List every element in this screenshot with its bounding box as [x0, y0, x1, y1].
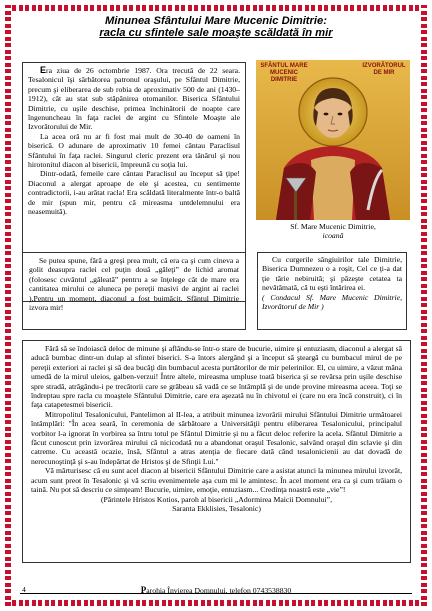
middle-left-paragraph: Se putea spune, fără a greşi prea mult, că era ca şi cum cineva a golit deasupra raclei cel puţin două „găleţi” de lichid aromat (folosesc cuvântul „găleată” pentru a se înţelege cât de mare era cantitatea mirului ce aluneca pe pereţii masivi de argint ai raclei ).Pentru un moment, diaconul a fost buimăcit. Sfântul Dimitrie izvora mir! — [29, 256, 239, 313]
middle-left-text-box — [22, 252, 246, 330]
icon-caption-line-1: Sf. Mare Mucenic Dimitrie, — [290, 222, 376, 231]
drop-cap: E — [40, 65, 47, 75]
saint-icon-image — [256, 60, 410, 220]
saint-dimitrie-icon — [256, 60, 410, 220]
signature-line-1: (Părintele Hristos Kotios, paroh al bisericii „Adormirea Maicii Domnului”, — [101, 494, 332, 504]
decorative-border-top — [6, 5, 426, 11]
icon-inscription-left: SFÂNTUL MARE MUCENIC DIMITRIE — [260, 63, 308, 83]
icon-caption-line-2: icoană — [322, 231, 344, 241]
icon-caption — [256, 222, 410, 241]
decorative-border-left — [5, 5, 11, 606]
decorative-border-bottom — [6, 600, 426, 606]
icon-inscription-right: IZVORÂTORUL DE MIR — [362, 63, 406, 76]
footer-divider — [20, 593, 412, 594]
kontakion-box — [257, 252, 407, 330]
main-paragraph-2: Mitropolitul Tesalonicului, Pantelimon al II-lea, a atribuit minunea izvorârii mirului Sfântului Dimitrie următoarei întâmplări: "În acea seară, în ceremonia de sărbătoare a Universităţii pentru eliberarea Tesalonicului, principalul vorbitor l-a ignorat în vorbirea sa întru totul pe Sfântul Dimitrie şi nu a făcut deloc referire la acela. Sfântul Dimitrie a făcut cunoscut prin izvorârea mirului că nicicodată nu a abandonat oraşul Tesalonic, salvând oraşul din sclavie şi din catreme. Cu această ocazie, însă, Sfântul a atras atenţia de fiecare dată când tesalonicienii au dat dovadă de nerecunoştinţă şi s-au îndepărtat de Hristos şi de Sfinţii Lui." — [31, 409, 402, 466]
main-paragraph-1: Fără să se îndoiască deloc de minune şi aflându-se într-o stare de bucurie, uimire şi entuziasm, diaconul a alergat să aducă bumbac dintr-un dulap al sfintei biserici. S-a întors alergând şi a început să şteargă cu bumbacul mirul de pe pereţii exteriori ai raclei şi să dea bucăţi din bumbacul acesta purtătorilor de mir pelerinilor. El, cu uimire, a văzut măna umedă de la mirul uleios, galben-verzui! Între altele, mireasma umpluse toată biserica şi se revărsa prin uşile deschise spre stradă, atrăgându-i pe trecătorii care se grăbeau să vadă ce se întâmplă şi de unde provine mireasma aceea. Toţi se îndreptau spre racla cu moaştele Sfântului Dimitrie, care era aşezată nu în chivotul ei (care nu era încă construit), ci în faţa catapetesmei bisericii. — [31, 344, 402, 410]
title-line-1: Minunea Sfântului Mare Mucenic Dimitrie: — [105, 15, 327, 27]
parish-contact-text: arohia Învierea Domnului, telefon 0743538830 — [146, 586, 292, 595]
intro-paragraph-1-text: ra ziua de 26 octombrie 1987. Ora trecută de 22 seara. Tesalonicul îşi sărbătorea patronul oraşului, pe Sfântul Dimitrie, precum şi eliberarea de sub robia de aproximativ 500 de ani (1430–1912), cât au stat sub stăpânirea otomanilor. Biserica Sfântului Dimitrie, cu uşile deschise, primea închinătorii de noapte care îngenuncheau în faţa raclei de argint cu Sfintele Moaşte ale Izvorâtorului de Mir. — [28, 66, 240, 132]
page-number: 4 — [22, 585, 26, 594]
intro-paragraph-3: Dintr-odată, femeile care cântau Paraclisul au început să ţipe! Diaconul a alergat aproape de ele şi acestea, cu sentimente contradictorii, i-au arătat racla! Era scăldată literalmente într-o baltă de mir (spun mir, pentru că mireasma untdelemnului era neasemuită). — [28, 169, 240, 217]
parish-initial: P — [140, 585, 147, 595]
page-title — [20, 15, 412, 39]
main-paragraph-3: Vă mărturisesc că eu sunt acel diacon al bisericii Sfântului Dimitrie care a asistat atunci la minunea mirului izvorât, acum sunt preot în Tesalonic şi vă scriu evenimentele aşa cum mi le amintesc. În acel moment era ca şi cum trăiam o taină. Nu pot să descriu ce simţeam! Bucurie, uimire, emoţie, entuziasm... Credinţa noastră este „vie”! — [31, 466, 402, 495]
main-text-box — [22, 340, 411, 563]
intro-paragraph-1 — [28, 66, 240, 132]
decorative-border-right — [421, 5, 427, 606]
intro-paragraph-2: La acea oră nu ar fi fost mai mult de 30-40 de oameni în biserică. O adunare de aproximativ 10 femei cântau Paraclisul Sfântului în faţa raclei. Singurul cleric prezent era tânărul şi nou hirotonitul diacon al bisericii, împreună cu soţia lui. — [28, 131, 240, 170]
kontakion-source: ( Condacul Sf. Mare Mucenic Dimitrie, Izvorâtorul de Mir ) — [262, 292, 402, 312]
signature-line-2: Saranta Ekklisies, Tesalonic) — [172, 503, 261, 513]
kontakion-text: Cu curgerile sângiuirilor tale Dimitrie, Biserica Dumnezeu o a roşit, Cel ce ţi-a dat ţie tărie nebiruită; şi păzeşte cetatea ta nevătămată, că tu eşti întărirea ei. — [262, 255, 402, 293]
title-line-2: racla cu sfintele sale moaşte scăldată în mir — [99, 27, 333, 39]
